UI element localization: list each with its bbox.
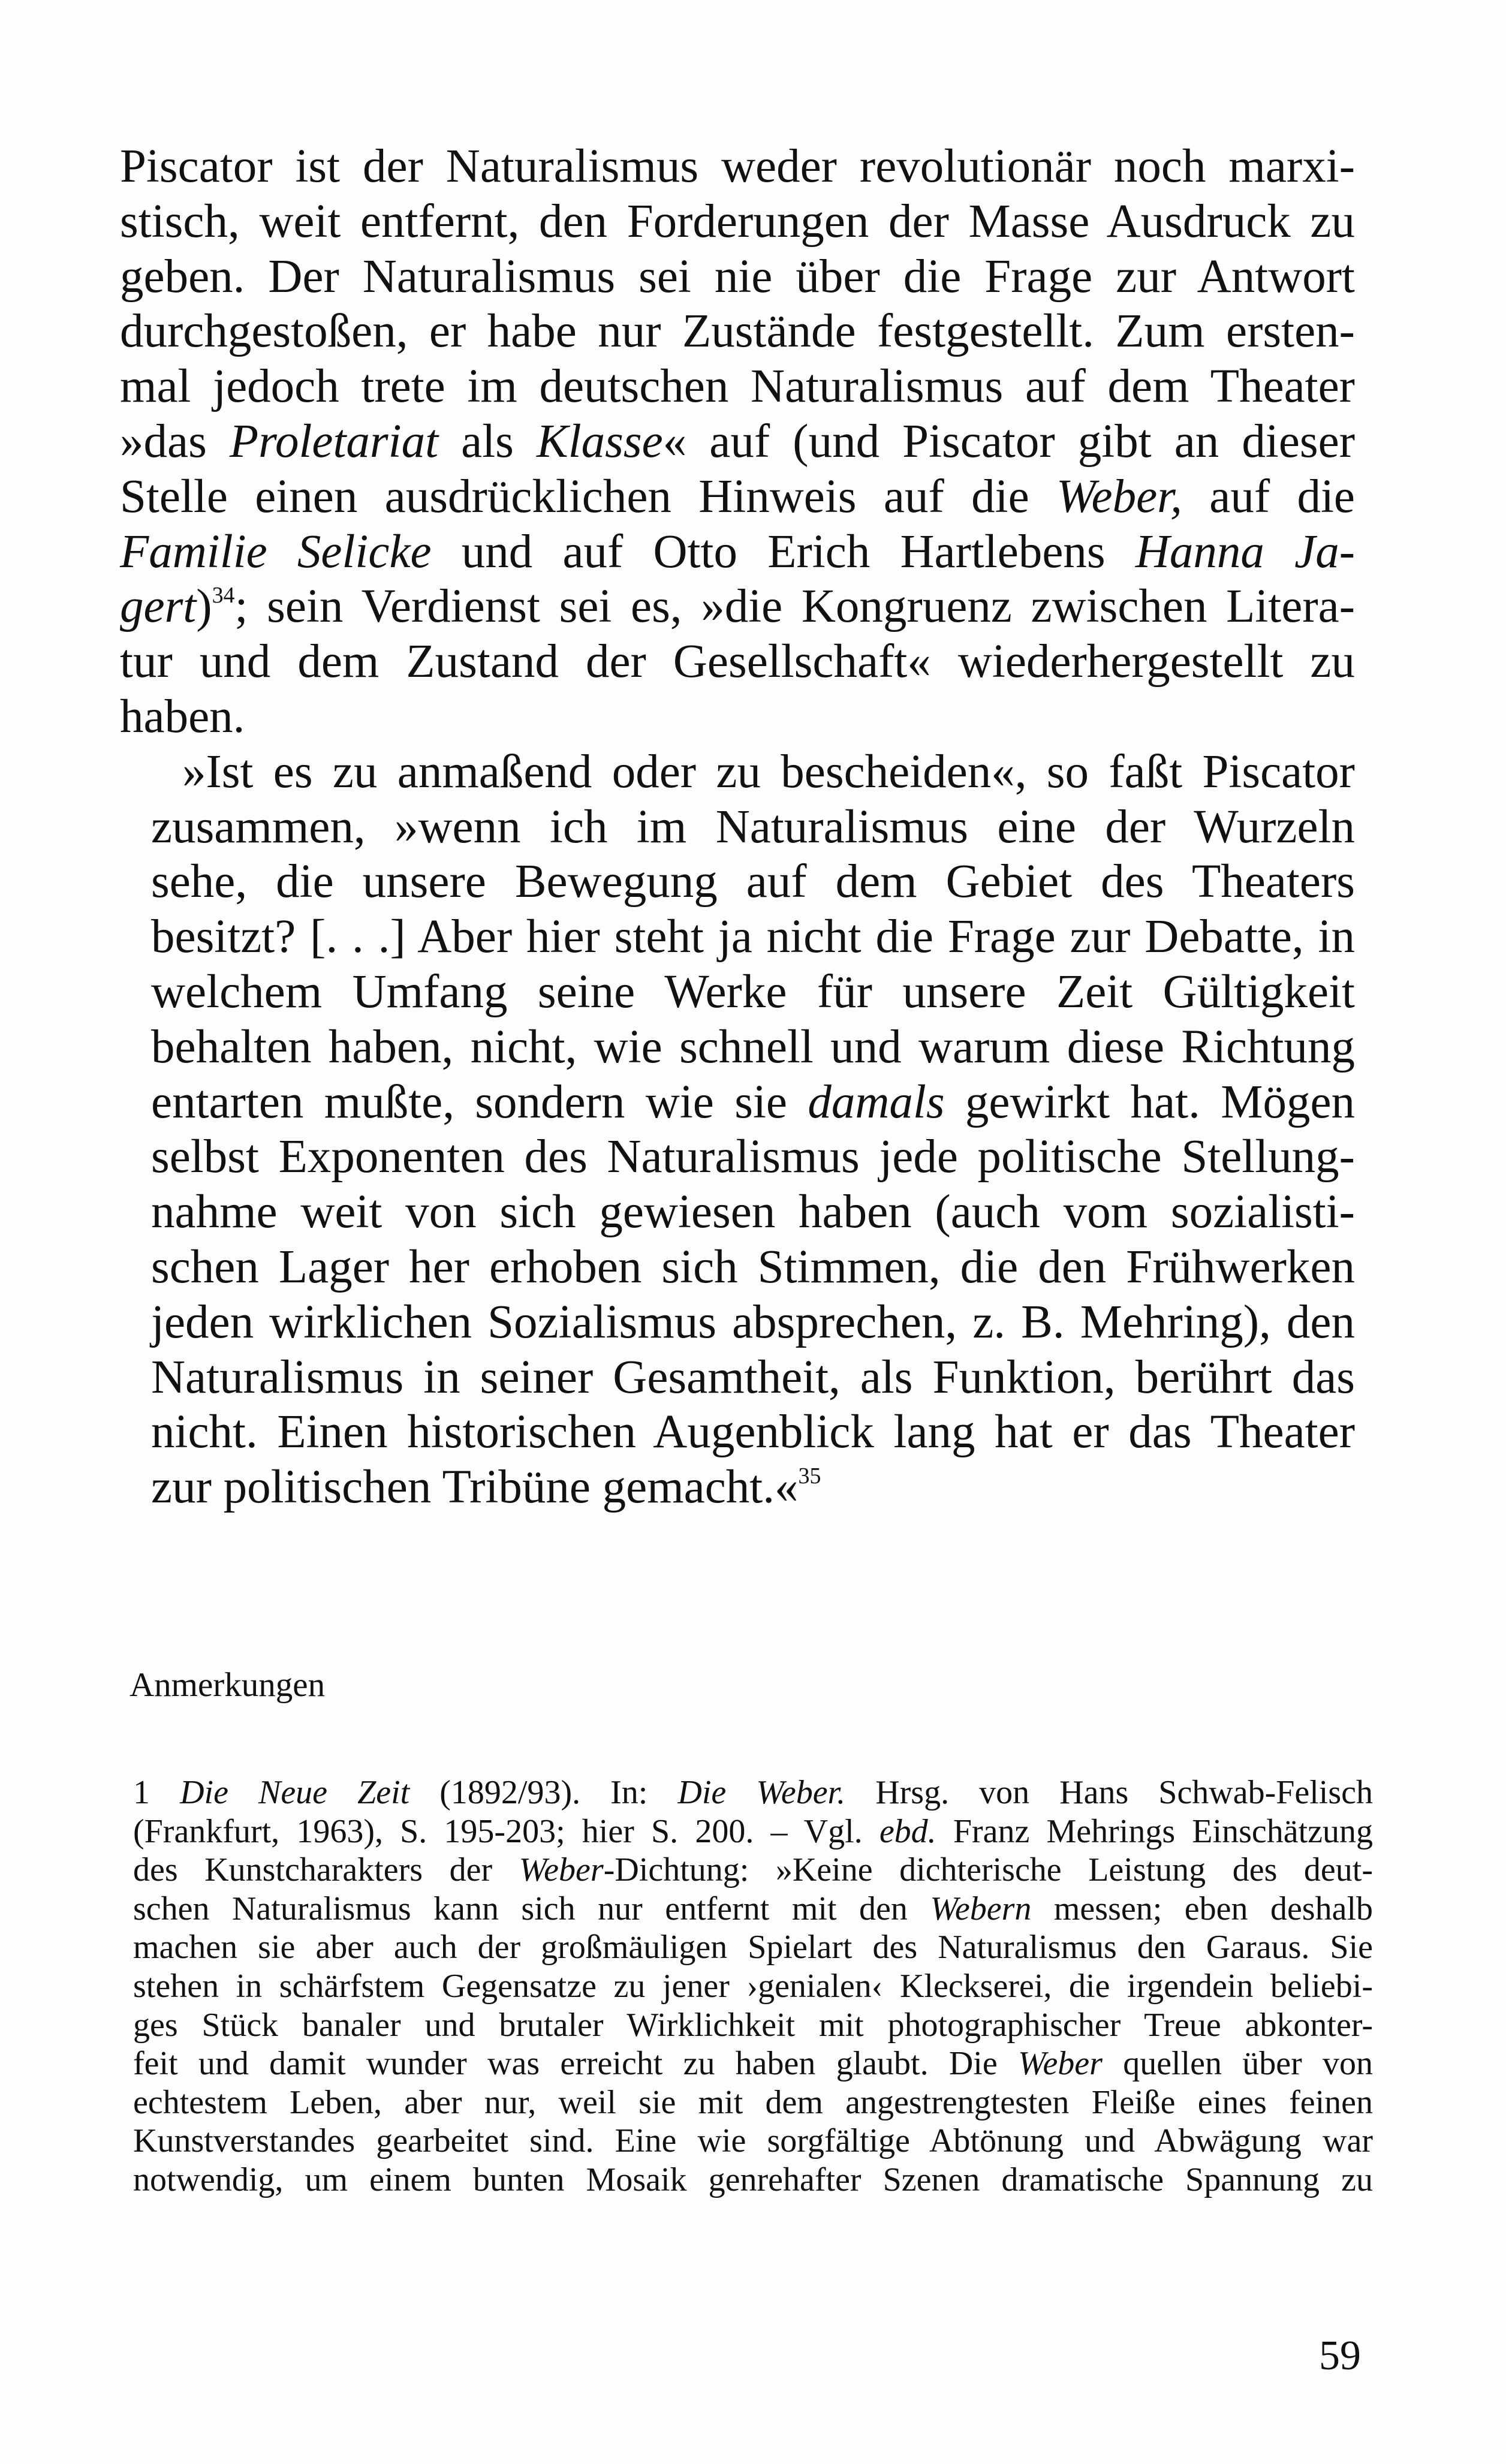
text-line: gert)$^{34}$; sein Verdienst sei es, »die Kongruenz zwischen Litera- [120, 580, 1355, 633]
text-line: Naturalismus in seiner Gesamtheit, als Funktion, berührt das [151, 1351, 1355, 1403]
note-line: Kunstverstandes gearbeitet sind. Eine wie sorgfältige Abtönung und Abwägung war [133, 2122, 1373, 2160]
text-line: behalten haben, nicht, wie schnell und warum diese Richtung [151, 1020, 1355, 1073]
text-line: stisch, weit entfernt, den Forderungen der Masse Ausdruck zu [120, 195, 1355, 248]
text-line: schen Lager her erhoben sich Stimmen, die den Frühwerken [151, 1240, 1355, 1293]
text-line: selbst Exponenten des Naturalismus jede politische Stellung- [151, 1131, 1355, 1183]
text-line: entarten mußte, sondern wie sie damals gewirkt hat. Mögen [151, 1076, 1356, 1128]
notes-heading: Anmerkungen [129, 1666, 326, 1704]
footnote-ref: 34 [212, 583, 235, 609]
note-line: (Frankfurt, 1963), S. 195-203; hier S. 200. – Vgl. ebd. Franz Mehrings Einschätzung [133, 1812, 1373, 1850]
paragraph-1 [120, 139, 1355, 745]
note-line: machen sie aber auch der großmäuligen Spielart des Naturalismus den Garaus. Sie [133, 1929, 1373, 1966]
footnotes [133, 1773, 1373, 2200]
note-line: 1 Die Neue Zeit (1892/93). In: Die Weber. Hrsg. von Hans Schwab-Felisch [133, 1774, 1374, 1811]
note-line: feit und damit wunder was erreicht zu haben glaubt. Die Weber quellen über von [133, 2045, 1373, 2083]
page-number: 59 [1319, 2333, 1361, 2379]
text-line: jeden wirklichen Sozialismus absprechen, z. B. Mehring), den [151, 1296, 1355, 1348]
note-line: des Kunstcharakters der Weber-Dichtung: »Keine dichterische Leistung des deut- [133, 1851, 1373, 1889]
note-line: schen Naturalismus kann sich nur entfernt mit den Webern messen; eben deshalb [133, 1890, 1374, 1927]
text-line: besitzt? [. . .] Aber hier steht ja nicht die Frage zur Debatte, in [151, 911, 1355, 963]
text-line: sehe, die unsere Bewegung auf dem Gebiet des Theaters [151, 856, 1355, 908]
text-line: »das Proletariat als Klasse« auf (und Piscator gibt an dieser [120, 415, 1356, 468]
text-line: nahme weit von sich gewiesen haben (auch vom sozialisti- [151, 1186, 1355, 1239]
note-line: echtestem Leben, aber nur, weil sie mit dem angestrengtesten Fleiße eines feinen [133, 2083, 1373, 2121]
text-line: tur und dem Zustand der Gesellschaft« wiederhergestellt zu [120, 635, 1355, 688]
paragraph-2 [120, 745, 1355, 1515]
text-line: zur politischen Tribüne gemacht.«$^{35}$ [151, 1461, 821, 1514]
text-line: mal jedoch trete im deutschen Naturalismus auf dem Theater [120, 360, 1355, 413]
note-line: ges Stück banaler und brutaler Wirklichkeit mit photographischer Treue abkonter- [133, 2006, 1373, 2044]
text-line: Stelle einen ausdrücklichen Hinweis auf die Weber, auf die [120, 470, 1355, 523]
text-line: Piscator ist der Naturalismus weder revolutionär noch marxi- [120, 140, 1355, 192]
text-line: geben. Der Naturalismus sei nie über die Frage zur Antwort [120, 250, 1355, 303]
text-line: nicht. Einen historischen Augenblick lang hat er das Theater [151, 1406, 1355, 1459]
note-line: notwendig, um einem bunten Mosaik genrehafter Szenen dramatische Spannung zu [133, 2161, 1373, 2198]
footnote-ref: 35 [798, 1463, 821, 1489]
text-line: haben. [120, 690, 245, 743]
text-line: »Ist es zu anmaßend oder zu bescheiden«, so faßt Piscator [182, 745, 1355, 798]
main-text [120, 139, 1355, 1515]
text-line: welchem Umfang seine Werke für unsere Zeit Gültigkeit [151, 965, 1355, 1018]
text-line: durchgestoßen, er habe nur Zustände festgestellt. Zum ersten- [120, 305, 1355, 358]
note-line: stehen in schärfstem Gegensatze zu jener ›genialen‹ Kleckserei, die irgendein beliebi- [133, 1967, 1373, 2005]
text-line: Familie Selicke und auf Otto Erich Hartlebens Hanna Ja- [120, 525, 1355, 578]
text-line: zusammen, »wenn ich im Naturalismus eine der Wurzeln [151, 800, 1355, 853]
